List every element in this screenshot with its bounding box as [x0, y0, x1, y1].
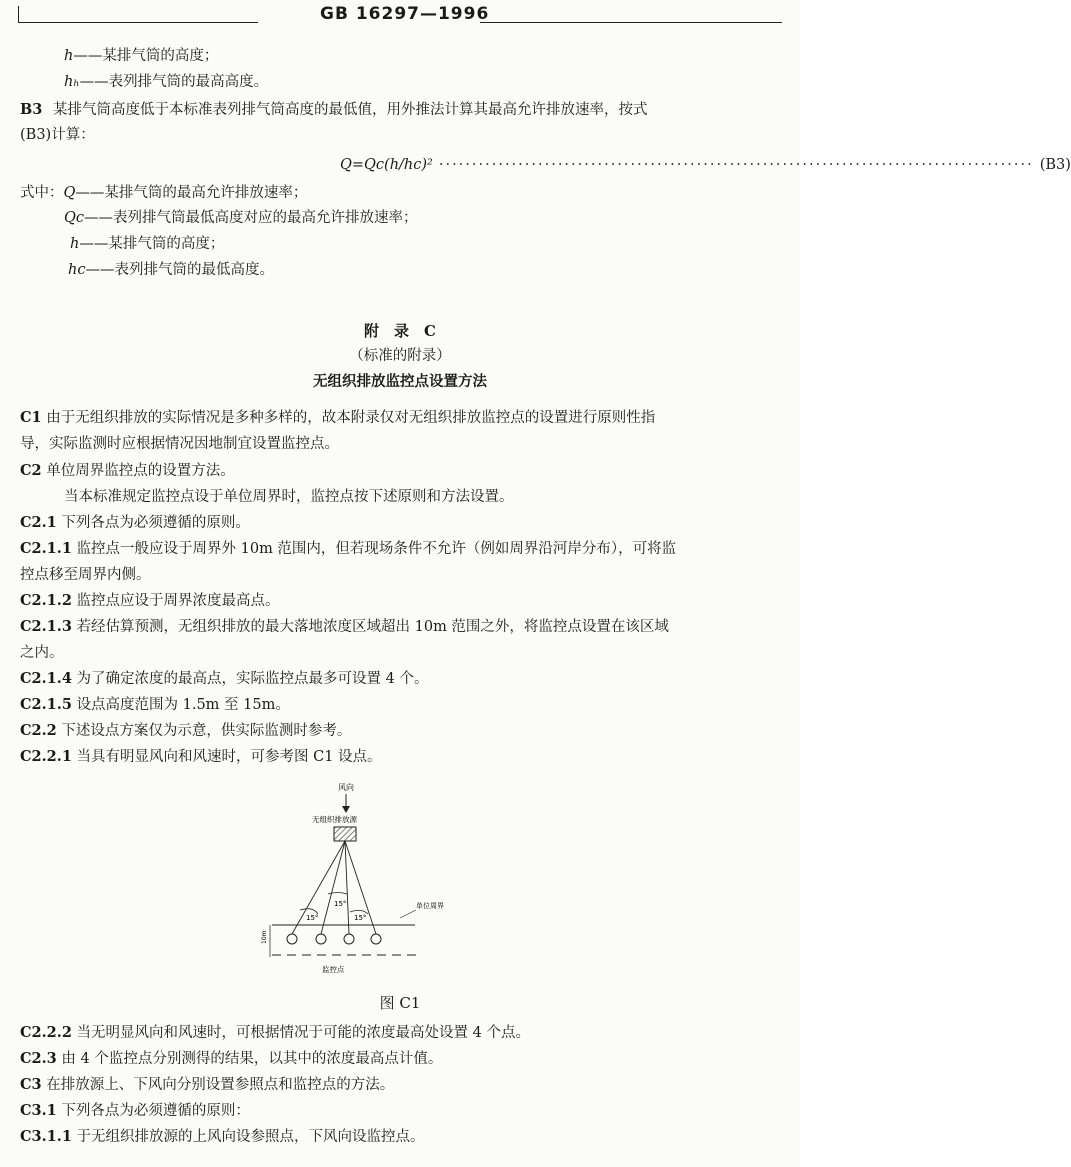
wind-direction-label: 风向 [338, 783, 354, 792]
clause-number: C2.1 [20, 514, 57, 531]
clause-number: C2.2.2 [20, 1024, 72, 1041]
header-rule-right [480, 22, 782, 23]
paragraph [20, 408, 655, 428]
sampling-ray [292, 841, 345, 934]
clause-number: C2.1.5 [20, 696, 72, 713]
clause-text: 当无明显风向和风速时，可根据情况于可能的浓度最高处设置 4 个点。 [76, 1025, 530, 1041]
paragraph [20, 565, 151, 585]
definition-line [64, 208, 418, 228]
clause-text: 下述设点方案仅为示意，供实际监测时参考。 [61, 723, 352, 739]
clause-text: 之内。 [20, 645, 64, 661]
clause-text: 由于无组织排放的实际情况是多种多样的，故本附录仅对无组织排放监控点的设置进行原则性指 [46, 410, 656, 426]
clause-text: 控点移至周界内侧。 [20, 567, 151, 583]
clause-number: C2.3 [20, 1050, 57, 1067]
paragraph [20, 721, 351, 741]
symbol: h [70, 236, 80, 252]
monitor-label: 监控点 [322, 965, 345, 974]
paragraph [20, 695, 290, 715]
paragraph [20, 1101, 250, 1121]
clause-text: 单位周界监控点的设置方法。 [46, 463, 235, 479]
paragraph [64, 487, 514, 507]
definition-line [70, 234, 224, 254]
formula-b3 [340, 157, 1071, 173]
clause-number: C3 [20, 1076, 42, 1093]
clause-text: 由 4 个监控点分别测得的结果，以其中的浓度最高点计值。 [61, 1051, 443, 1067]
paragraph [20, 1049, 442, 1069]
emission-source-box [334, 827, 356, 841]
appendix-title: 附 录 C [364, 322, 436, 340]
monitoring-point [371, 934, 381, 944]
paragraph [20, 513, 250, 533]
paragraph [20, 617, 669, 637]
clause-text: 于无组织排放源的上风向设参照点，下风向设监控点。 [76, 1129, 425, 1145]
definition-text: ——某排气筒的最高允许排放速率； [75, 185, 308, 201]
clause-text: 当具有明显风向和风速时，可参考图 C1 设点。 [76, 749, 382, 765]
definition-lead: 式中： [20, 185, 64, 201]
angle-label: 15° [306, 914, 319, 922]
paragraph [20, 591, 280, 611]
clause-b3 [20, 100, 647, 120]
distance-label: 10m [261, 930, 268, 944]
angle-label: 15° [334, 900, 347, 908]
appendix-heading: 无组织排放监控点设置方法 [313, 374, 487, 390]
clause-number: C2.2.1 [20, 748, 72, 765]
clause-number: C2.1.3 [20, 618, 72, 635]
clause-number: C2.2 [20, 722, 57, 739]
source-label: 无组织排放源 [312, 815, 357, 824]
wind-arrow-head [342, 806, 350, 813]
clause-number: C2.1.1 [20, 540, 72, 557]
symbol: hₕ [64, 74, 80, 90]
paragraph [20, 669, 428, 689]
clause-number: B3 [20, 101, 43, 118]
sampling-ray [321, 841, 345, 934]
angle-arc [328, 893, 347, 895]
clause-text: 下列各点为必须遵循的原则： [61, 1103, 250, 1119]
definition-line [68, 260, 274, 280]
paragraph [20, 643, 64, 663]
sampling-ray [345, 841, 349, 934]
definition-text: ——某排气筒的高度； [79, 236, 225, 252]
definition-line [20, 183, 307, 203]
clause-number: C3.1 [20, 1102, 57, 1119]
figure-caption: 图 C1 [379, 994, 421, 1012]
angle-label: 15° [354, 914, 367, 922]
clause-text: 监控点一般应设于周界外 10m 范围内，但若现场条件不允许（例如周界沿河岸分布），可将监 [76, 541, 677, 557]
paragraph [20, 1075, 394, 1095]
clause-number: C1 [20, 409, 42, 426]
paragraph [20, 539, 676, 559]
definition-text: ——某排气筒的高度； [73, 48, 219, 64]
monitoring-point [287, 934, 297, 944]
paragraph [20, 747, 382, 767]
clause-text: 当本标准规定监控点设于单位周界时，监控点按下述原则和方法设置。 [64, 489, 514, 505]
paragraph [20, 1023, 530, 1043]
symbol: Qc [64, 210, 85, 226]
clause-b3-continued: (B3)计算： [20, 127, 95, 143]
definition-line [64, 72, 268, 92]
paragraph [20, 461, 235, 481]
boundary-label: 单位周界 [416, 902, 444, 910]
clause-text: 某排气筒高度低于本标准表列排气筒高度的最低值，用外推法计算其最高允许排放速率，按式 [52, 102, 648, 118]
header-tick [18, 6, 19, 22]
clause-text: 若经估算预测，无组织排放的最大落地浓度区域超出 10m 范围之外，将监控点设置在该区域 [76, 619, 669, 635]
clause-number: C3.1.1 [20, 1128, 72, 1145]
clause-text: 导，实际监测时应根据情况因地制宜设置监控点。 [20, 436, 339, 452]
definition-line [64, 46, 218, 66]
clause-text: 下列各点为必须遵循的原则。 [61, 515, 250, 531]
symbol: hc [68, 262, 86, 278]
formula-leader: ·························································································· [438, 157, 1034, 173]
standard-code: GB 16297—1996 [320, 4, 490, 24]
header-rule-left [18, 22, 258, 23]
formula-number: (B3) [1039, 157, 1071, 173]
clause-text: 监控点应设于周界浓度最高点。 [76, 593, 280, 609]
clause-text: 设点高度范围为 1.5m 至 15m。 [76, 697, 290, 713]
boundary-leader [400, 910, 416, 918]
formula-expression: Q=Qc(h/hc)² [340, 157, 433, 173]
definition-text: ——表列排气筒的最高高度。 [79, 74, 269, 90]
clause-number: C2.1.2 [20, 592, 72, 609]
paragraph [20, 434, 339, 454]
monitoring-point [344, 934, 354, 944]
clause-number: C2.1.4 [20, 670, 72, 687]
clause-text: 为了确定浓度的最高点，实际监控点最多可设置 4 个。 [76, 671, 429, 687]
monitoring-point [316, 934, 326, 944]
clause-text: 在排放源上、下风向分别设置参照点和监控点的方法。 [46, 1077, 395, 1093]
definition-text: ——表列排气筒最低高度对应的最高允许排放速率； [84, 210, 418, 226]
definition-text: ——表列排气筒的最低高度。 [85, 262, 274, 278]
figure-c1-diagram [250, 782, 510, 982]
symbol: h [64, 48, 74, 64]
appendix-subtitle: （标准的附录） [349, 348, 451, 364]
symbol: Q [63, 185, 76, 201]
clause-number: C2 [20, 462, 42, 479]
paragraph [20, 1127, 425, 1147]
